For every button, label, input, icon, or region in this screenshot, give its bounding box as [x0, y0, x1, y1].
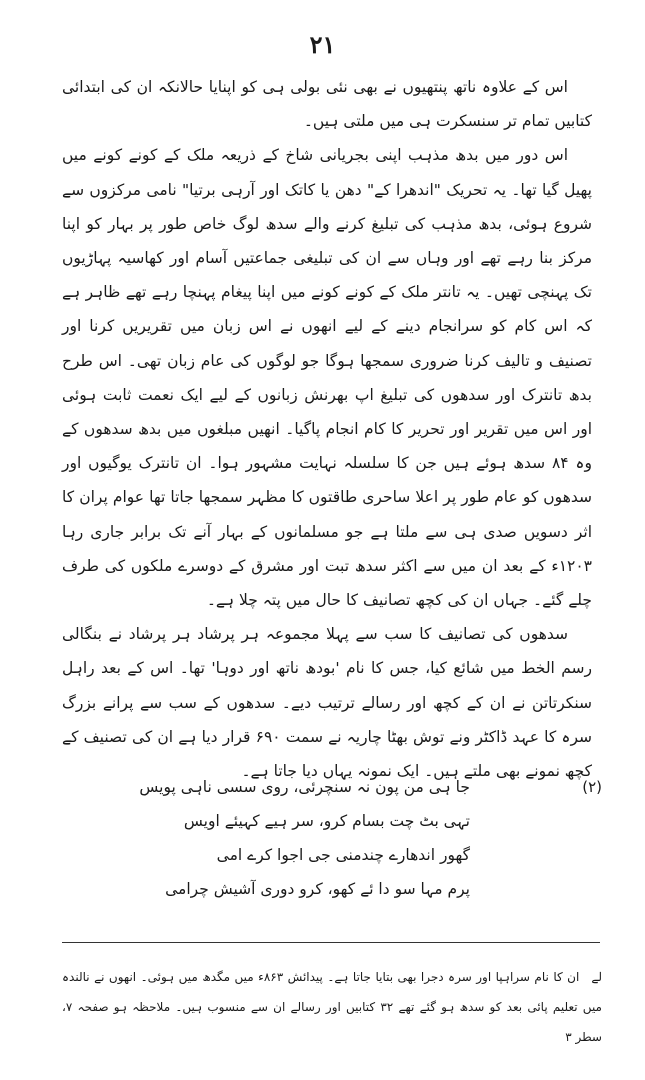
poem-lines — [139, 770, 470, 906]
paragraph-siddha-works: سدھوں کی تصانیف کا سب سے پہلا مجموعہ ہر پرشاد ہر پرشاد نے بنگالی رسم الخط میں شائع کیا، جس کا نام 'بودھ ناتھ اور دوہا' تھا۔ اس کے بعد راہل سنکرتاتن نے ان کے کچھ اور رسالے ترتیب دیے۔ سدھوں کے سب سے پرانے بزرگ سرہ کا عہد ڈاکٹر ونے توش بھٹا چاریہ نے سمت ۶۹۰ قرار دیا ہے ان کی تصنیف کے کچھ نمونے بھی ملتے ہیں۔ ایک نمونہ یہاں دیا جاتا ہے۔ — [62, 625, 592, 781]
footnote-marker: لے — [591, 970, 602, 984]
paragraph-buddhist-siddhas: اس دور میں بدھ مذہب اپنی بجریانی شاخ کے ذریعہ ملک کے کونے کونے میں پھیل گیا تھا۔ یہ تحریک "اندھرا کے" دھن یا کاتک اور آرہی برتیا" نامی مرکزوں سے شروع ہوئی، بدھ مذہب کی تبلیغ کرنے والے سدھ لوگ خاص طور پر بہار کو اپنا مرکز بنا رہے تھے اور وہاں سے ان کی تبلیغی جماعتیں آسام اور کھاسیہ پہاڑیوں تک پہنچی تھیں۔ یہ تانتر ملک کے کونے کونے میں اپنا پیغام پہنچا رہے تھے ظاہر ہے کہ اس کام کو سرانجام دینے کے لیے انھوں نے اس زبان میں تقریریں کرنا اور تصنیف و تالیف کرنا ضروری سمجھا ہوگا جو لوگوں کی عام زبان تھی۔ اس طرح بدھ تانترک اور سدھوں کی تبلیغ اپ بھرنش زبانوں کے لیے ایک نعمت ثابت ہوئی اور اس میں تقریر اور تحریر کا کام انجام پاگیا۔ انھیں مبلغوں میں بدھ سدھوں کے وہ ۸۴ سدھ ہوئے ہیں جن کا سلسلہ نہایت مشہور ہوا۔ ان تانترک یوگیوں اور سدھوں کو عام طور پر اعلا ساحری طاقتوں کا مظہر سمجھا جاتا تھا عوام پران کا اثر دسویں صدی ہی سے ملتا ہے جو مسلمانوں کے بہار آنے تک برابر جاری رہا ۱۲۰۳ء کے بعد ان میں سے اکثر سدھ تبت اور مشرق کے دوسرے ملکوں کی طرف چلے گئے۔ جہاں ان کی کچھ تصانیف کا حال میں پتہ چلا ہے۔ — [62, 146, 592, 610]
poem-number: (۲) — [582, 778, 602, 796]
poem-line: جا ہی من پون نہ سنچرئی، روی سسی ناہی پویس — [139, 778, 470, 796]
footnote — [62, 962, 602, 1052]
poem-line: تہی بٹ چت بسام کرو، سر ہیے کہیئے اویس — [183, 812, 470, 830]
footnote-text: ان کا نام سراہپا اور سرہ دجرا بھی بتایا جاتا ہے۔ پیدائش ۸۶۳ء میں مگدھ میں ہوئی۔ انھوں نے نالندہ میں تعلیم پائی بعد کو سدھ ہو گئے تھے ۳۲ کتابیں اور رسالے ان سے منسوب ہیں۔ ملاحظہ ہو صفحہ ۷، سطر ۳ — [62, 970, 602, 1044]
page-number: ۲۱ — [309, 30, 336, 59]
poem-line: پرم مہا سو دا ئے کھو، کرو دوری آشیش چرامی — [165, 880, 470, 898]
paragraph-nath-panthi: اس کے علاوہ ناتھ پنتھیوں نے بھی نئی بولی ہی کو اپنایا حالانکہ ان کی ابتدائی کتابیں تمام تر سنسکرت ہی میں ملتی ہیں۔ — [62, 78, 592, 131]
poem-line: گھور اندھارے چندمنی جی اجوا کرے امی — [216, 846, 470, 864]
footnote-divider — [62, 942, 600, 943]
body-text — [62, 70, 592, 788]
